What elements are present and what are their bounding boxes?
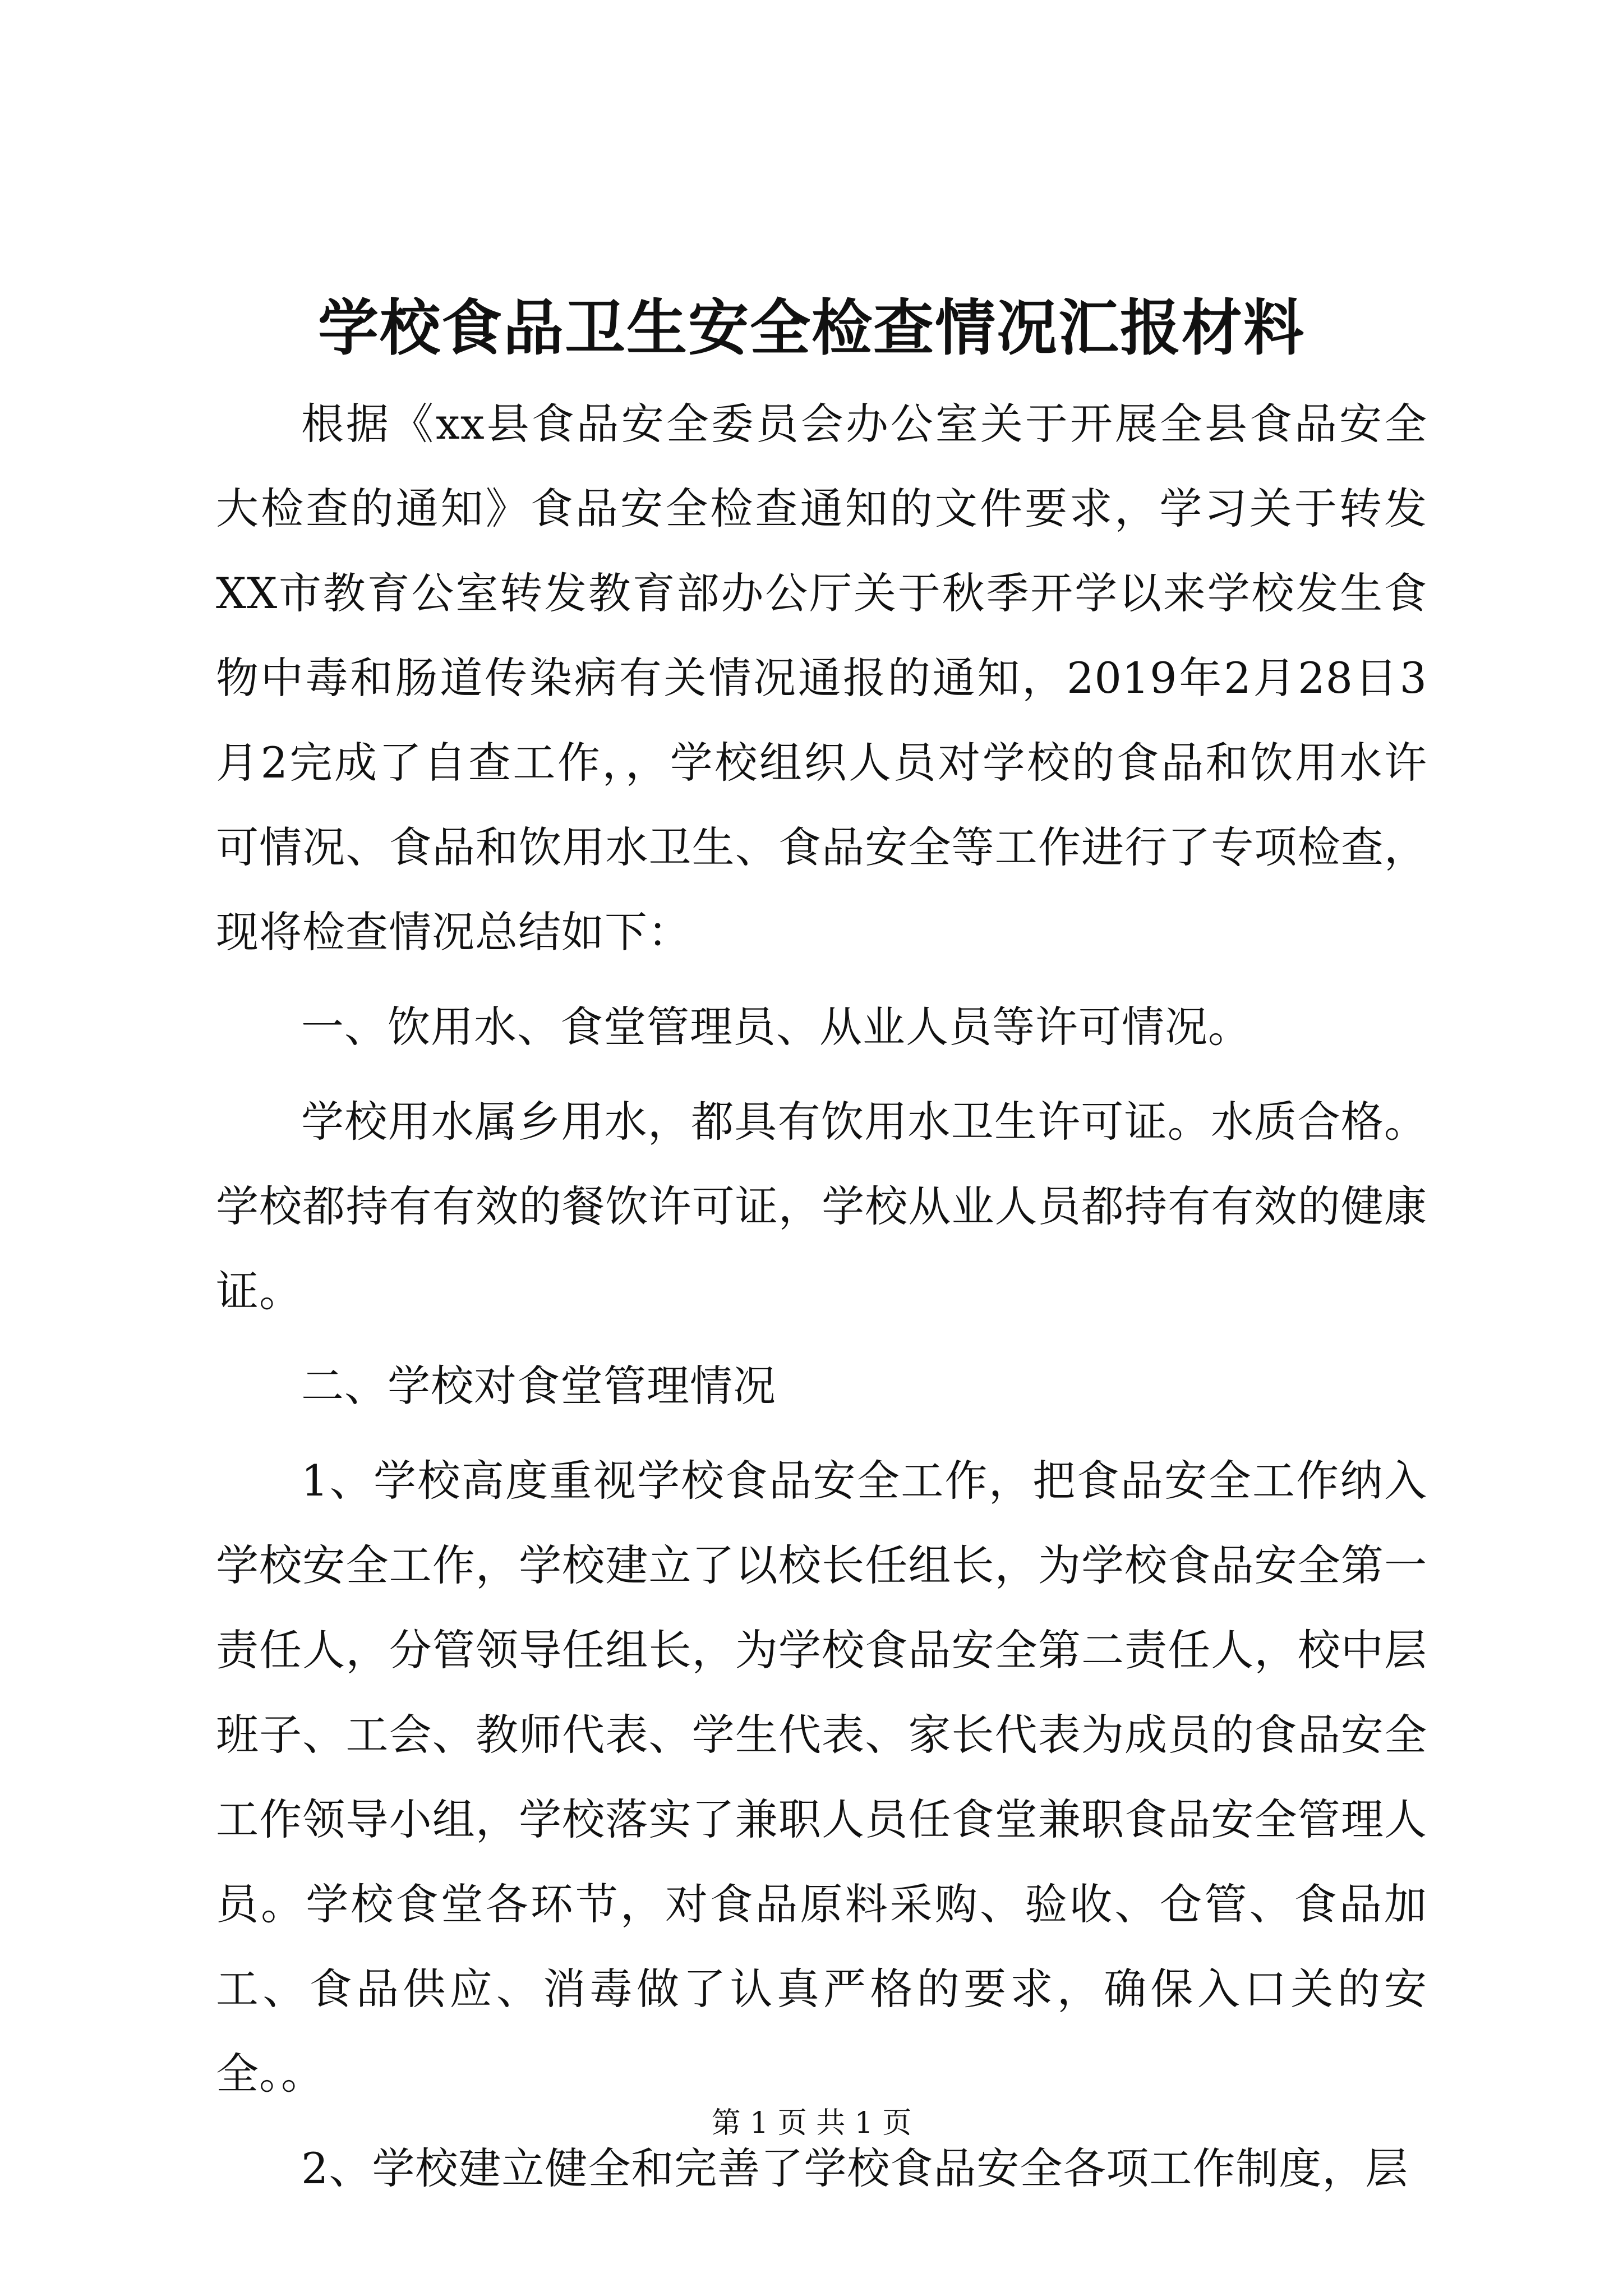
section-heading-1: 一、饮用水、食堂管理员、从业人员等许可情况。: [301, 1002, 1251, 1052]
document-title: 学校食品卫生安全检查情况汇报材料: [317, 293, 1305, 364]
paragraph-item-1: 1、学校高度重视学校食品安全工作，把食品安全工作纳入学校安全工作，学校建立了以校长任组长，为学校食品安全第一责任人，分管领导任组长，为学校食品安全第二责任人，校中层班子、工会、教师代表、学生代表、家长代表为成员的食品安全工作领导小组，学校落实了兼职人员任食堂兼职食品安全管理人员。学校食堂各环节，对食品原料采购、验收、仓管、食品加工、食品供应、消毒做了认真严格的要求，确保入口关的安全。。: [216, 1456, 1427, 2099]
paragraph-water-permits: 学校用水属乡用水，都具有饮用水卫生许可证。水质合格。学校都持有有效的餐饮许可证，学校从业人员都持有有效的健康证。: [216, 1097, 1427, 1316]
document-body: [216, 381, 1427, 2221]
page-number-footer: 第 1 页 共 1 页: [711, 2106, 912, 2140]
paragraph-item-2: 2、学校建立健全和完善了学校食品安全各项工作制度，层: [301, 2143, 1409, 2193]
paragraph-intro: 根据《xx县食品安全委员会办公室关于开展全县食品安全大检查的通知》食品安全检查通知的文件要求，学习关于转发XX市教育公室转发教育部办公厅关于秋季开学以来学校发生食物中毒和肠道传染病有关情况通报的通知，2019年2月28日3月2完成了自查工作，，学校组织人员对学校的食品和饮用水许可情况、食品和饮用水卫生、食品安全等工作进行了专项检查，现将检查情况总结如下：: [216, 399, 1427, 957]
section-heading-2: 二、学校对食堂管理情况: [301, 1361, 776, 1411]
